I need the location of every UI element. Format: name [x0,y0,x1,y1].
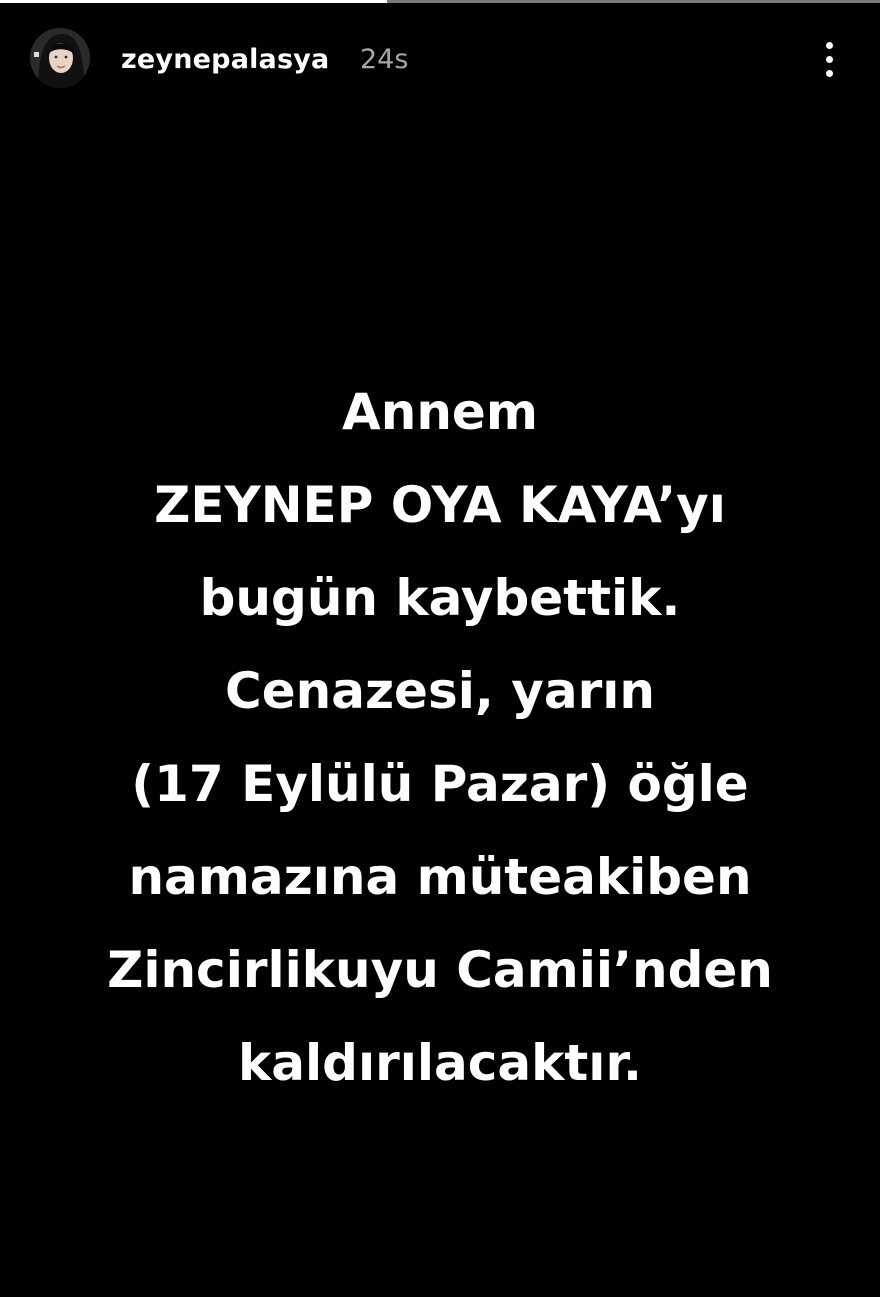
story-text-line: Annem [342,383,538,441]
more-vertical-icon [826,42,833,49]
profile-photo-icon [30,28,90,88]
timestamp: 24s [360,44,409,75]
story-text-line: ZEYNEP OYA KAYA’yı [154,476,726,534]
story-text-line: Zincirlikuyu Camii’nden [107,941,773,999]
more-options-button[interactable] [810,32,850,88]
more-vertical-icon-dot [826,56,833,63]
story-text-line: bugün kaybettik. [199,569,681,627]
story-text [0,366,880,1110]
avatar[interactable] [30,28,90,88]
story-text-line: (17 Eylülü Pazar) öğle [131,755,749,813]
story-header [0,22,880,98]
more-vertical-icon-dot [826,70,833,77]
story-text-line: namazına müteakiben [128,848,752,906]
story-progress-fill [0,0,387,3]
username[interactable]: zeynepalasya [121,44,330,75]
story-text-line: Cenazesi, yarın [225,662,655,720]
story-text-line: kaldırılacaktır. [238,1034,642,1092]
story-progress-bar [0,0,880,3]
